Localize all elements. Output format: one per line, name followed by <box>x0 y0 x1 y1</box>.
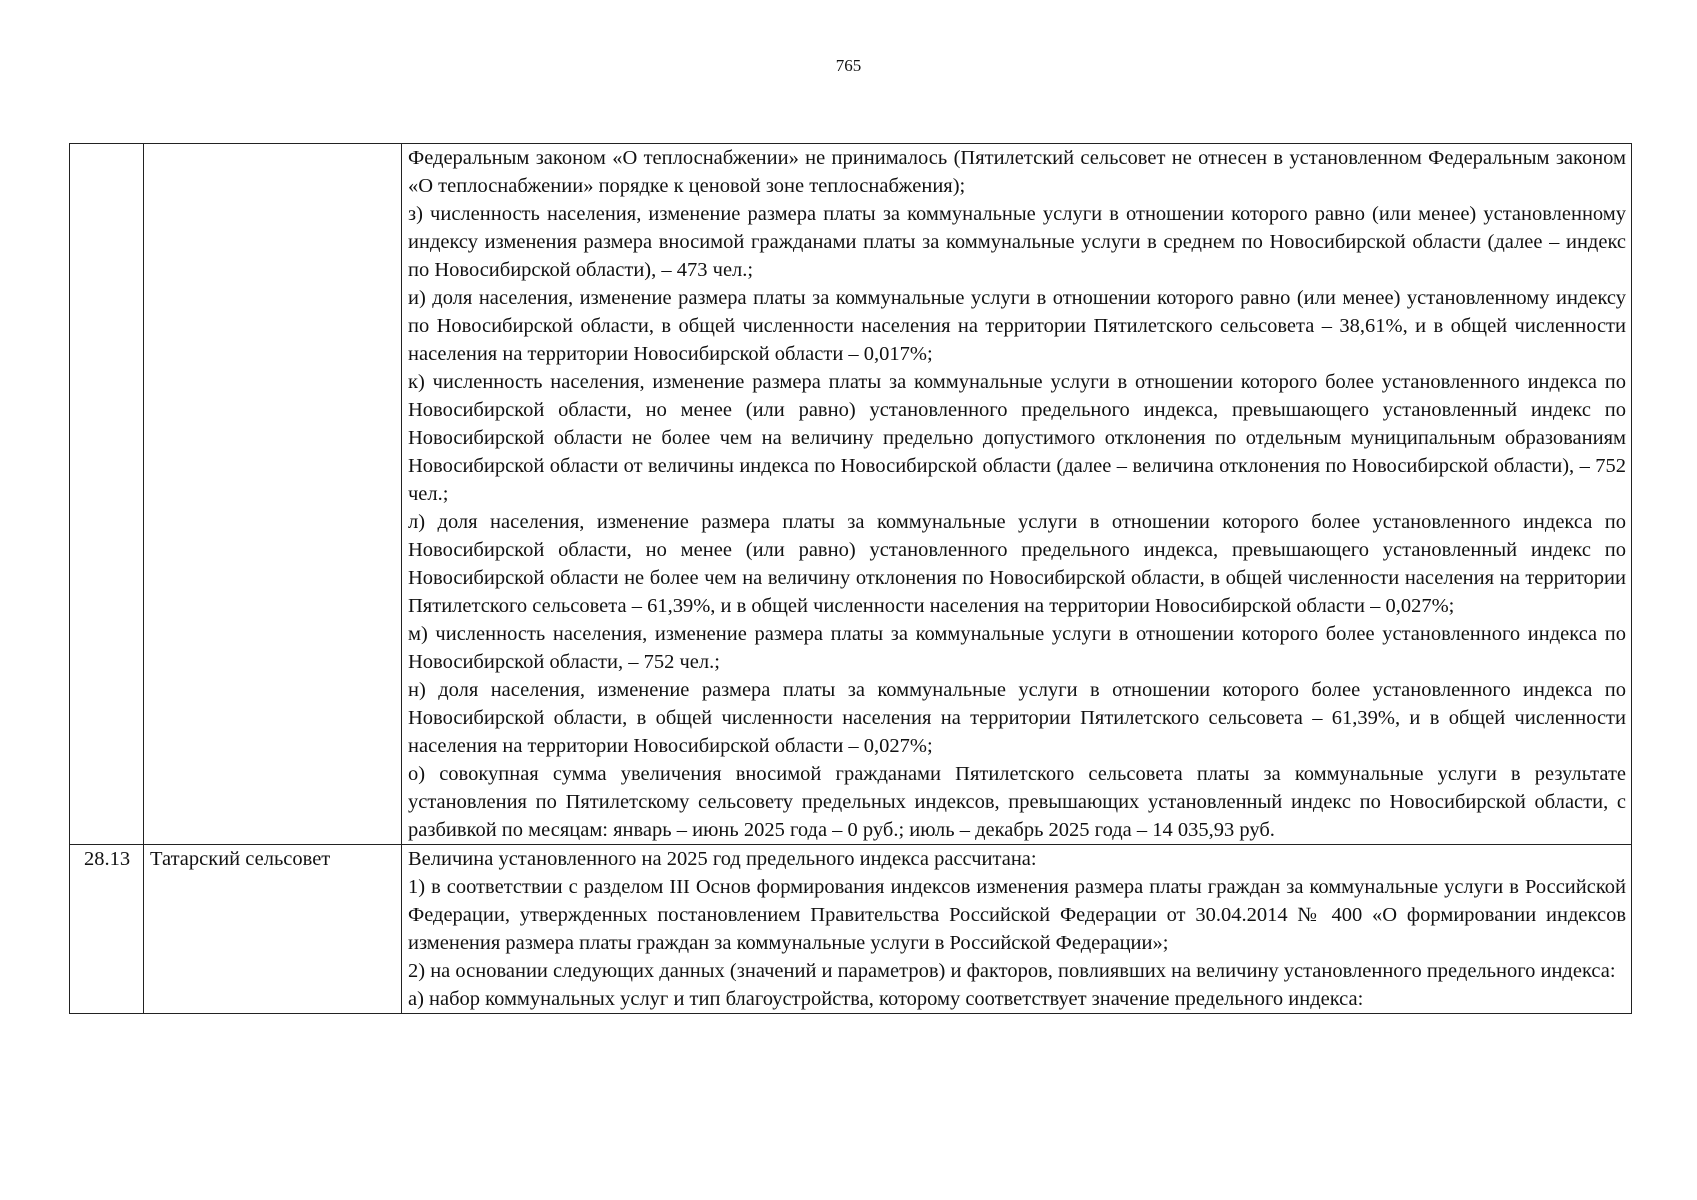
municipality-name-cell: Татарский сельсовет <box>144 845 402 1014</box>
table-row <box>70 144 1632 845</box>
tariff-index-table <box>69 143 1632 1014</box>
paragraph-intro: Величина установленного на 2025 год предельного индекса рассчитана: <box>408 848 1037 870</box>
paragraph-o: о) совокупная сумма увеличения вносимой гражданами Пятилетского сельсовета платы за коммунальные услуги в результате установления по Пятилетскому сельсовету предельных индексов, превышающих установленный индекс по Новосибирской области, с разбивкой по месяцам: январь – июнь 2025 года – 0 руб.; июль – декабрь 2025 года – 14 035,93 руб. <box>408 763 1626 841</box>
description-cell <box>402 144 1632 845</box>
paragraph-a: а) набор коммунальных услуг и тип благоустройства, которому соответствует значение предельного индекса: <box>408 988 1364 1010</box>
paragraph-2: 2) на основании следующих данных (значений и параметров) и факторов, повлиявших на величину установленного предельного индекса: <box>408 960 1616 982</box>
paragraph-n: н) доля населения, изменение размера платы за коммунальные услуги в отношении которого более установленного индекса по Новосибирской области, в общей численности населения на территории Пятилетского сельсовета – 61,39%, и в общей численности населения на территории Новосибирской области – 0,027%; <box>408 679 1626 757</box>
paragraph-z: з) численность населения, изменение размера платы за коммунальные услуги в отношении которого равно (или менее) установленному индексу изменения размера вносимой гражданами платы за коммунальные услуги в среднем по Новосибирской области (далее – индекс по Новосибирской области), – 473 чел.; <box>408 203 1626 281</box>
paragraph-continuation: Федеральным законом «О теплоснабжении» не принималось (Пятилетский сельсовет не отнесен в установленном Федеральным законом «О теплоснабжении» порядке к ценовой зоне теплоснабжения); <box>408 147 1626 197</box>
municipality-name-cell <box>144 144 402 845</box>
paragraph-l: л) доля населения, изменение размера платы за коммунальные услуги в отношении которого более установленного индекса по Новосибирской области, но менее (или равно) установленного предельного индекса, превышающего установленный индекс по Новосибирской области не более чем на величину отклонения по Новосибирской области, в общей численности населения на территории Пятилетского сельсовета – 61,39%, и в общей численности населения на территории Новосибирской области – 0,027%; <box>408 511 1626 617</box>
paragraph-k: к) численность населения, изменение размера платы за коммунальные услуги в отношении которого более установленного индекса по Новосибирской области, но менее (или равно) установленного предельного индекса, превышающего установленный индекс по Новосибирской области не более чем на величину предельно допустимого отклонения по отдельным муниципальным образованиям Новосибирской области от величины индекса по Новосибирской области (далее – величина отклонения по Новосибирской области), – 752 чел.; <box>408 371 1626 505</box>
page-number: 765 <box>835 56 862 75</box>
paragraph-1: 1) в соответствии с разделом III Основ формирования индексов изменения размера платы граждан за коммунальные услуги в Российской Федерации, утвержденных постановлением Правительства Российской Федерации от 30.04.2014 № 400 «О формировании индексов изменения размера платы граждан за коммунальные услуги в Российской Федерации»; <box>408 876 1626 954</box>
description-cell <box>402 845 1632 1014</box>
table-row <box>70 845 1632 1014</box>
row-number-cell: 28.13 <box>70 845 144 1014</box>
paragraph-m: м) численность населения, изменение размера платы за коммунальные услуги в отношении которого более установленного индекса по Новосибирской области, – 752 чел.; <box>408 623 1626 673</box>
row-number-cell <box>70 144 144 845</box>
paragraph-i: и) доля населения, изменение размера платы за коммунальные услуги в отношении которого равно (или менее) установленному индексу по Новосибирской области, в общей численности населения на территории Пятилетского сельсовета – 38,61%, и в общей численности населения на территории Новосибирской области – 0,017%; <box>408 287 1626 365</box>
